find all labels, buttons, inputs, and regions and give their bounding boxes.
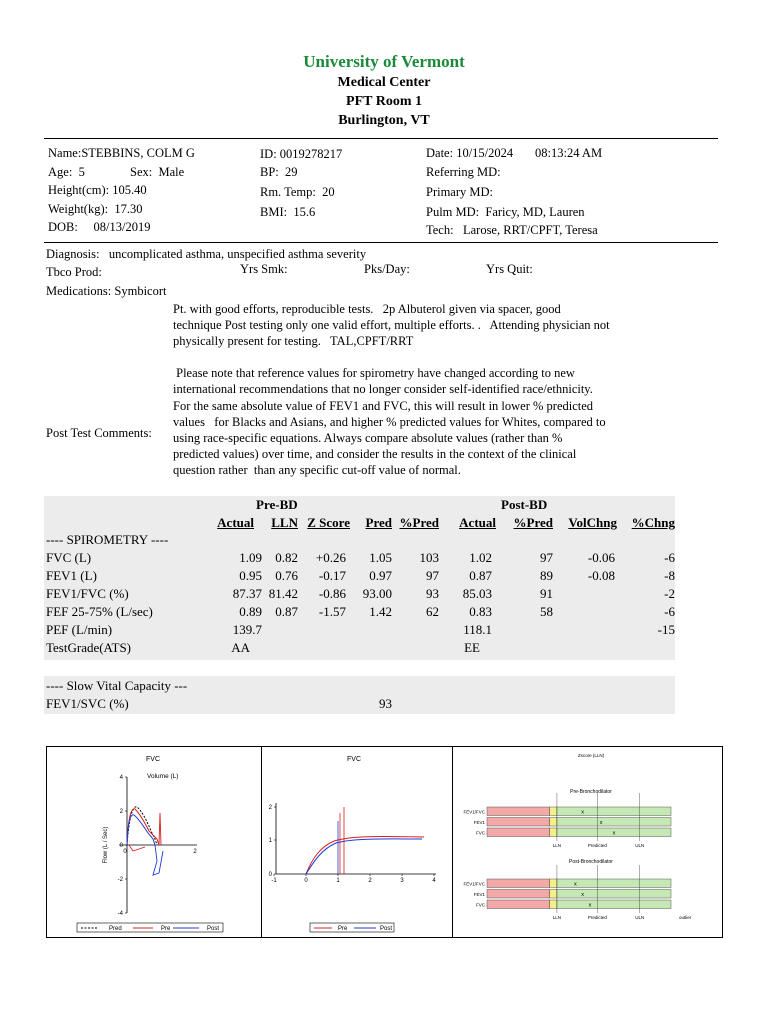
table-cell: 0.82 [275,550,298,565]
z-marker: x [573,881,577,888]
row-label: PEF (L/min) [46,622,113,637]
col-header: LLN [271,515,298,530]
patient-height: Height(cm): 105.40 [48,183,147,197]
table-cell: -8 [664,568,675,583]
referring-md: Referring MD: [426,165,501,179]
comment-line: Pt. with good efforts, reproducible tests. 2p Albuterol given via spacer, good [173,302,561,316]
vt-x-tick: -1 [271,878,277,884]
z-zone [487,900,550,909]
patient-sex: Sex: Male [130,165,185,179]
vt-y-tick: 1 [268,838,272,844]
table-cell: 0.95 [239,568,262,583]
vt-x-tick: 0 [304,878,308,884]
z-post-bars [463,865,691,920]
patient-age: Age: 5 [48,165,85,179]
table-cell: 58 [540,604,553,619]
table-cell: -0.86 [318,586,346,601]
table-cell: -6 [664,550,675,565]
z-outlier-label: outlier [679,915,692,920]
z-title: Zscore (LLN) [577,753,605,758]
patient-dob: DOB: 08/13/2019 [48,220,151,234]
vt-x-tick: 3 [400,878,404,884]
volume-time-chart [262,747,452,936]
z-zone [550,890,557,899]
z-axis-label: ULN [635,915,645,920]
z-zone [557,807,671,816]
table-cell: 1.02 [469,550,492,565]
z-zone [487,807,550,816]
table-cell: 89 [540,568,553,583]
tbco-prod: Tbco Prod: [46,265,102,279]
flow-volume-chart [47,747,261,936]
zscore-chart [453,747,720,936]
z-marker: x [581,809,585,816]
table-cell: 139.7 [232,622,262,637]
z-axis-label: ULN [635,843,645,848]
table-cell: -0.06 [587,550,615,565]
z-marker: x [599,820,603,826]
z-axis-label: Predicted [587,843,607,848]
table-cell: 118.1 [463,622,492,637]
table-cell: 97 [426,568,439,583]
table-cell: 0.87 [469,568,492,583]
fv-y-tick: 4 [119,775,123,781]
z-axis-label: Predicted [587,915,607,920]
table-cell: 1.42 [369,604,392,619]
post-test-comments-label: Post Test Comments: [46,426,152,440]
fv-y-tick: 2 [119,809,123,815]
col-header: VolChng [568,515,617,530]
vt-post-curve [306,839,422,874]
table-cell: -1.57 [318,604,346,619]
comment-line: international recommendations that no longer consider self-identified race/ethnicity. [173,382,593,397]
z-zone [550,807,557,816]
z-zone [557,900,671,909]
comment-line: Please note that reference values for spirometry have changed according to new [173,366,575,381]
fv-post-loop [153,845,163,875]
yrs-smk: Yrs Smk: [240,262,288,276]
table-cell: 0.83 [469,604,492,619]
fv-y-tick: -2 [117,877,123,883]
table-cell: 0.76 [275,568,298,583]
z-param-label: FVC [476,902,485,908]
patient-weight: Weight(kg): 17.30 [48,202,143,216]
col-header: %Pred [513,515,553,530]
comment-line: For the same absolute value of FEV1 and FVC, this will result in lower % predicted [173,398,594,413]
z-zone [550,900,557,909]
z-zone [557,890,671,899]
z-zone [550,879,557,888]
row-label: FEV1 (L) [46,568,97,583]
table-cell: 1.09 [239,550,262,565]
row-label: FEV1/FVC (%) [46,586,129,601]
z-zone [487,890,550,899]
fv-ylabel: Flow (L / Sec) [103,826,109,864]
patient-id: ID: 0019278217 [260,147,343,161]
z-zone [550,818,557,827]
fv-xlabel: Volume (L) [147,773,179,780]
fv-title: FVC [146,756,160,763]
comment-line: using race-specific equations. Always compare absolute values (rather than % [173,430,563,445]
svc-pred: 93 [379,696,392,711]
post-bd-header: Post-BD [501,497,548,512]
col-header: Actual [459,515,496,530]
col-header: Pred [365,515,392,530]
table-cell: -0.08 [587,568,615,583]
row-label: FEF 25-75% (L/sec) [46,604,153,619]
section-svc: ---- Slow Vital Capacity --- [46,678,188,693]
z-param-label: FEV1/FVC [463,809,485,815]
vt-y-ticks [269,805,276,878]
vt-x-ticks [268,872,436,884]
table-cell: -2 [664,586,675,601]
fv-x-tick: 0 [123,849,127,855]
z-pre-label: Pre-Bronchodilator [570,789,612,795]
row-label: TestGrade(ATS) [46,640,132,655]
divider-top [44,138,718,139]
vt-x-tick: 1 [336,878,340,884]
col-header: %Chng [631,515,675,530]
z-param-label: FEV1/FVC [463,881,485,887]
table-cell: 93.00 [362,586,392,601]
vt-title: FVC [347,756,361,763]
pre-bd-header: Pre-BD [256,497,298,512]
fv-y-tick: 0 [119,843,123,849]
table-cell: -0.17 [318,568,346,583]
table-cell: EE [464,640,480,655]
table-cell: AA [231,640,250,655]
post-test-comments [173,301,693,478]
comment-line: question rather than any specific cut-off value of normal. [173,462,461,477]
z-zone [557,818,671,827]
fv-legend-pred: Pred [109,926,122,932]
fv-pre-spike [159,813,161,845]
col-header: Actual [217,515,254,530]
medications: Medications: Symbicort [46,284,167,298]
row-label: FVC (L) [46,550,92,565]
z-zone [487,828,550,837]
room-temp: Rm. Temp: 20 [260,185,335,199]
z-param-label: FVC [476,830,485,836]
yrs-quit: Yrs Quit: [486,262,533,276]
table-cell: 103 [419,550,439,565]
divider-mid [44,242,718,243]
table-cell: 85.03 [462,586,492,601]
vt-legend-post: Post [380,926,393,932]
diagnosis: Diagnosis: uncomplicated asthma, unspecified asthma severity [46,247,367,261]
pks-day: Pks/Day: [364,262,410,276]
table-cell: -15 [657,622,675,637]
svc-row-label: FEV1/SVC (%) [46,696,129,711]
comment-line: values for Blacks and Asians, and higher % predicted values for Whites, compared to [173,414,606,429]
header-line-3: PFT Room 1 [346,94,422,109]
vt-y-tick: 0 [268,872,272,878]
fv-x-ticks [123,849,197,855]
z-zone [487,879,550,888]
comment-line [173,349,693,365]
table-cell: +0.26 [315,550,346,565]
table-cell: 0.89 [239,604,262,619]
vt-x-tick: 4 [432,878,436,884]
vt-y-tick: 2 [268,805,272,811]
z-axis-label: LLN [552,843,562,848]
z-zone [487,818,550,827]
table-cell: 87.37 [232,586,262,601]
patient-bmi: BMI: 15.6 [260,205,316,219]
institution-title: University of Vermont [303,52,465,71]
table-cell: 93 [426,586,439,601]
fv-legend-post: Post [207,926,220,932]
patient-bp: BP: 29 [260,165,298,179]
table-cell: 1.05 [369,550,392,565]
col-header: %Pred [399,515,439,530]
table-cell: 81.42 [268,586,298,601]
z-param-label: FEV1 [473,820,485,825]
fv-x-tick: 2 [193,849,197,855]
table-cell: -6 [664,604,675,619]
z-marker: x [581,892,585,898]
header-line-2: Medical Center [337,75,431,90]
table-cell: 0.97 [369,568,392,583]
section-spirometry: ---- SPIROMETRY ---- [46,532,169,547]
fv-y-ticks [118,775,127,917]
z-marker: x [588,902,592,909]
z-axis-label: LLN [552,915,562,920]
z-marker: x [612,830,616,837]
fv-legend-pre: Pre [161,926,171,932]
comment-line: predicted values) over time, and consider the results in the context of the clinical [173,446,577,461]
table-cell: 91 [540,586,553,601]
fv-y-tick: -4 [117,911,123,917]
primary-md: Primary MD: [426,185,494,199]
vt-pre-spike [340,807,344,874]
z-post-label: Post-Bronchodilator [569,859,613,865]
comment-line: technique Post testing only one valid effort, multiple efforts. . Attending physician not [173,318,610,333]
table-cell: 97 [540,550,553,565]
table-cell: 62 [426,604,439,619]
vt-pre-curve [306,836,424,874]
table-cell: 0.87 [275,604,298,619]
header-line-4: Burlington, VT [338,113,430,128]
col-header: Z Score [307,515,350,530]
z-pre-bars [463,793,671,848]
z-param-label: FEV1 [473,892,485,897]
patient-name: Name:STEBBINS, COLM G [48,146,195,160]
test-date: Date: 10/15/2024 08:13:24 AM [426,146,603,160]
vt-x-tick: 2 [368,878,372,884]
comment-line: physically present for testing. TAL,CPFT/RRT [173,334,414,349]
pulm-md: Pulm MD: Faricy, MD, Lauren [426,205,585,219]
fv-pre-insp [129,845,145,851]
z-zone [550,828,557,837]
vt-legend-pre: Pre [338,926,348,932]
tech: Tech: Larose, RRT/CPFT, Teresa [426,223,598,237]
